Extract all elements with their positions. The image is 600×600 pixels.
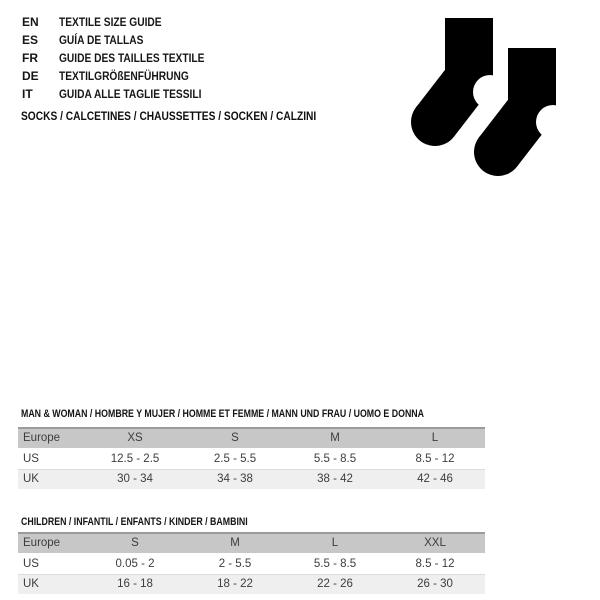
socks-icon bbox=[395, 0, 595, 190]
header-cell-size: M bbox=[230, 537, 240, 549]
table-title-text: MAN & WOMAN / HOMBRE Y MUJER / HOMME ET FEMME / MANN UND FRAU / UOMO E DONNA bbox=[21, 408, 425, 420]
language-code: IT bbox=[22, 87, 33, 101]
size-value: 8.5 - 12 bbox=[415, 453, 455, 465]
language-list bbox=[22, 13, 230, 103]
category-title-text: SOCKS / CALCETINES / CHAUSSETTES / SOCKEN / CALZINI bbox=[21, 109, 317, 123]
table-header-row bbox=[18, 532, 485, 554]
language-code: FR bbox=[22, 51, 38, 65]
header-cell-region: Europe bbox=[23, 432, 61, 444]
language-row-it bbox=[22, 85, 230, 103]
header-cell-size: L bbox=[331, 537, 339, 549]
language-row-en bbox=[22, 13, 230, 31]
size-value: 18 - 22 bbox=[217, 578, 253, 590]
size-value: 38 - 42 bbox=[317, 473, 353, 485]
language-row-de bbox=[22, 67, 230, 85]
table-row-uk bbox=[18, 574, 485, 594]
language-code: EN bbox=[22, 15, 39, 29]
language-code: ES bbox=[22, 33, 39, 47]
header-cell-size: M bbox=[330, 432, 340, 444]
language-label: GUIDE DES TAILLES TEXTILE bbox=[59, 51, 205, 65]
size-value: 12.5 - 2.5 bbox=[110, 453, 160, 465]
language-label: GUÍA DE TALLAS bbox=[59, 33, 144, 47]
table-title-man-woman bbox=[21, 407, 525, 421]
table-title-children bbox=[21, 515, 304, 529]
size-value: 5.5 - 8.5 bbox=[313, 558, 357, 570]
table-row-uk bbox=[18, 469, 485, 489]
language-label: TEXTILGRÖßENFÜHRUNG bbox=[59, 69, 189, 83]
size-value: 16 - 18 bbox=[117, 578, 153, 590]
size-value: 42 - 46 bbox=[417, 473, 453, 485]
language-code: DE bbox=[22, 69, 39, 83]
size-value: 5.5 - 8.5 bbox=[313, 453, 357, 465]
size-value: 8.5 - 12 bbox=[415, 558, 455, 570]
size-table-children bbox=[18, 532, 485, 594]
size-value: 30 - 34 bbox=[117, 473, 153, 485]
row-label: US bbox=[23, 558, 39, 570]
size-value: 2 - 5.5 bbox=[218, 558, 252, 570]
table-header-row bbox=[18, 427, 485, 449]
language-label: TEXTILE SIZE GUIDE bbox=[59, 15, 162, 29]
size-value: 22 - 26 bbox=[317, 578, 353, 590]
header-cell-size: XS bbox=[127, 432, 143, 444]
table-row-us bbox=[18, 554, 485, 574]
language-label: GUIDA ALLE TAGLIE TESSILI bbox=[59, 87, 202, 101]
size-value: 2.5 - 5.5 bbox=[213, 453, 257, 465]
header-cell-region: Europe bbox=[23, 537, 61, 549]
table-title-text: CHILDREN / INFANTIL / ENFANTS / KINDER / BAMBINI bbox=[21, 516, 248, 528]
header-cell-size: S bbox=[231, 432, 239, 444]
row-label: UK bbox=[23, 473, 39, 485]
size-value: 0.05 - 2 bbox=[115, 558, 155, 570]
language-row-fr bbox=[22, 49, 230, 67]
table-row-us bbox=[18, 449, 485, 469]
header-cell-size: S bbox=[131, 537, 139, 549]
size-value: 26 - 30 bbox=[417, 578, 453, 590]
language-row-es bbox=[22, 31, 230, 49]
row-label: US bbox=[23, 453, 39, 465]
header-cell-size: L bbox=[431, 432, 439, 444]
header-cell-size: XXL bbox=[424, 537, 446, 549]
size-table-man-woman bbox=[18, 427, 485, 489]
size-value: 34 - 38 bbox=[217, 473, 253, 485]
row-label: UK bbox=[23, 578, 39, 590]
category-title bbox=[21, 109, 368, 123]
